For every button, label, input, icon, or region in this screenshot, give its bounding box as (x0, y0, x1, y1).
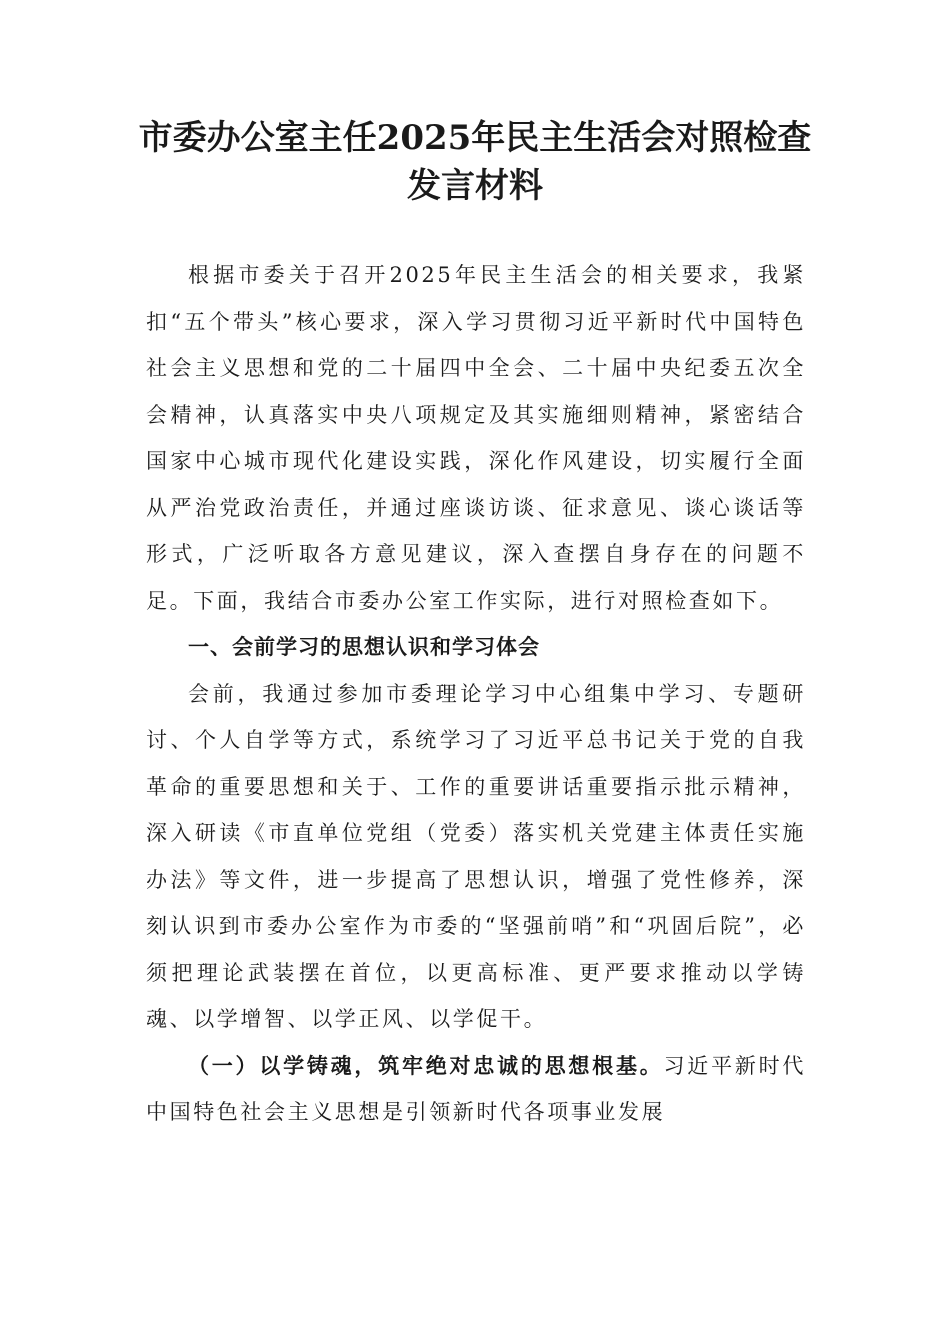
subsection-text: 习近平新时代中国特色社会主义思想是引领新时代各项事业发展 (146, 1053, 806, 1124)
section-heading: 一、会前学习的思想认识和学习体会 (188, 635, 540, 659)
document-body (146, 252, 806, 1136)
intro-paragraph: 根据市委关于召开2025年民主生活会的相关要求，我紧扣“五个带头”核心要求，深入学习贯彻习近平新时代中国特色社会主义思想和党的二十届四中全会、二十届中央纪委五次全会精神，认真落实中央八项规定及其实施细则精神，紧密结合国家中心城市现代化建设实践，深化作风建设，切实履行全面从严治党政治责任，并通过座谈访谈、征求意见、谈心谈话等形式，广泛听取各方意见建议，深入查摆自身存在的问题不足。下面，我结合市委办公室工作实际，进行对照检查如下。 (146, 263, 806, 613)
subsection-lead: （一）以学铸魂，筑牢绝对忠诚的思想根基。 (188, 1053, 664, 1078)
subsection-paragraph (146, 1043, 806, 1136)
section-paragraph: 会前，我通过参加市委理论学习中心组集中学习、专题研讨、个人自学等方式，系统学习了习近平总书记关于党的自我革命的重要思想和关于、工作的重要讲话重要指示批示精神，深入研读《市直单位党组（党委）落实机关党建主体责任实施办法》等文件，进一步提高了思想认识，增强了党性修养，深刻认识到市委办公室作为市委的“坚强前哨”和“巩固后院”，必须把理论武装摆在首位，以更高标准、更严要求推动以学铸魂、以学增智、以学正风、以学促干。 (146, 681, 806, 1031)
document-title: 市委办公室主任2025年民主生活会对照检查发言材料 (138, 118, 812, 206)
